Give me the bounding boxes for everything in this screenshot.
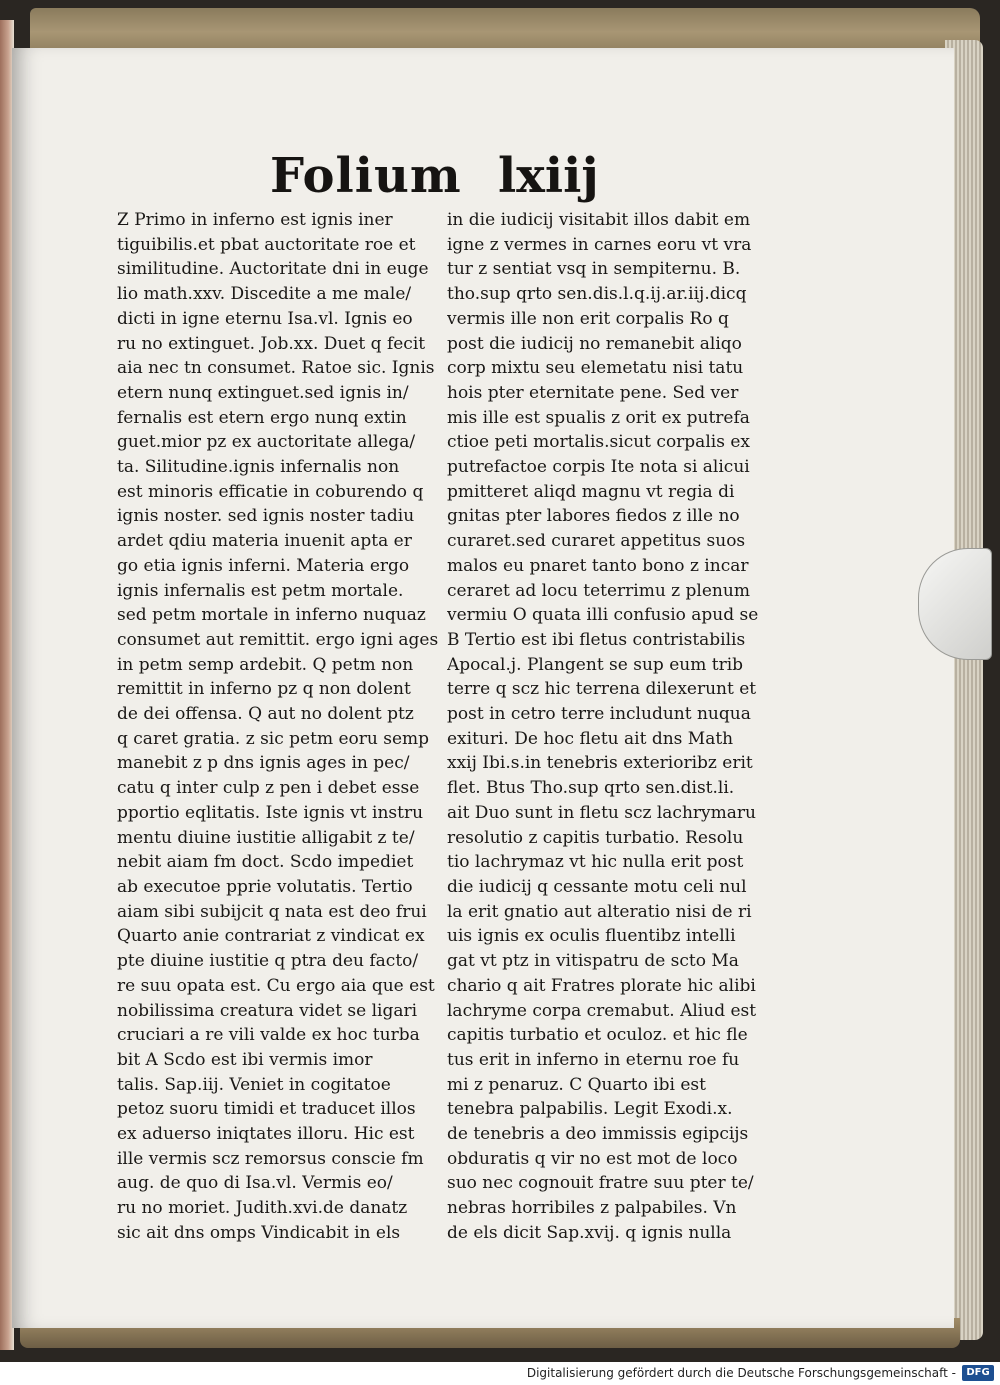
text-line: q caret gratia. z sic petm eoru semp — [117, 728, 430, 749]
text-line: consumet aut remittit. ergo igni ages — [117, 629, 439, 650]
text-line: ru no moriet. Judith.xvi.de danatz — [117, 1198, 408, 1219]
text-line: tus erit in inferno in eternu roe fu — [447, 1049, 740, 1070]
page-header — [12, 148, 954, 208]
text-line: gat vt ptz in vitispatru de scto Ma — [447, 951, 739, 972]
text-line: mi z penaruz. C Quarto ibi est — [447, 1074, 706, 1095]
text-line: vermiu O quata illi confusio apud se — [447, 605, 759, 626]
text-line: petoz suoru timidi et traducet illos — [117, 1099, 416, 1120]
text-line: vermis ille non erit corpalis Ro q — [447, 308, 729, 329]
text-line: etern nunq extinguet.sed ignis in/ — [117, 382, 409, 403]
text-line: ignis infernalis est petm mortale. — [117, 580, 404, 601]
text-line: similitudine. Auctoritate dni in euge — [117, 259, 429, 280]
text-line: pte diuine iustitie q ptra deu facto/ — [117, 951, 419, 972]
text-line: malos eu pnaret tanto bono z incar — [447, 555, 749, 576]
text-line: terre q scz hic terrena dilexerunt et — [447, 679, 757, 700]
text-line: est minoris efficatie in coburendo q — [117, 481, 424, 502]
text-line: tiguibilis.et pbat auctoritate roe et — [117, 234, 416, 255]
right-text-column — [447, 208, 769, 1246]
text-line: mentu diuine iustitie alligabit z te/ — [117, 827, 415, 848]
text-line: ab executoe pprie volutatis. Tertio — [117, 876, 413, 897]
text-line: post in cetro terre includunt nuqua — [447, 704, 751, 725]
text-line: bit A Scdo est ibi vermis imor — [117, 1049, 373, 1070]
text-line: ille vermis scz remorsus conscie fm — [117, 1148, 424, 1169]
text-line: suo nec cognouit fratre suu pter te/ — [447, 1173, 754, 1194]
text-line: re suu opata est. Cu ergo aia que est — [117, 975, 435, 996]
text-line: dicti in igne eternu Isa.vl. Ignis eo — [117, 308, 413, 329]
text-line: Apocal.j. Plangent se sup eum trib — [447, 654, 744, 675]
text-line: nebit aiam fm doct. Scdo impediet — [117, 852, 414, 873]
text-line: B Tertio est ibi fletus contristabilis — [447, 629, 746, 650]
text-line: cruciari a re vili valde ex hoc turba — [117, 1025, 420, 1046]
text-line: putrefactoe corpis Ite nota si alicui — [447, 457, 750, 478]
text-line: obduratis q vir no est mot de loco — [447, 1148, 738, 1169]
text-line: guet.mior pz ex auctoritate allega/ — [117, 432, 416, 453]
text-line: resolutio z capitis turbatio. Resolu — [447, 827, 744, 848]
text-line: de tenebris a deo immissis egipcijs — [447, 1124, 749, 1145]
text-line: post die iudicij no remanebit aliqo — [447, 333, 742, 354]
text-line: tur z sentiat vsq in sempiternu. B. — [447, 259, 741, 280]
text-line: ignis noster. sed ignis noster tadiu — [117, 506, 415, 527]
footer-credit: Digitalisierung gefördert durch die Deutsche Forschungsgemeinschaft - — [526, 1366, 956, 1380]
text-line: lio math.xxv. Discedite a me male/ — [117, 284, 412, 305]
footer-bar — [0, 1362, 1000, 1385]
text-line: mis ille est spualis z orit ex putrefa — [447, 407, 750, 428]
text-line: uis ignis ex oculis fluentibz intelli — [447, 926, 736, 947]
text-line: ru no extinguet. Job.xx. Duet q fecit — [117, 333, 426, 354]
text-line: exituri. De hoc fletu ait dns Math — [447, 728, 734, 749]
text-line: tenebra palpabilis. Legit Exodi.x. — [447, 1099, 733, 1120]
text-line: chario q ait Fratres plorate hic alibi — [447, 975, 756, 996]
text-line: la erit gnatio aut alteratio nisi de ri — [447, 901, 752, 922]
text-line: go etia ignis inferni. Materia ergo — [117, 555, 410, 576]
text-line: tho.sup qrto sen.dis.l.q.ij.ar.iij.dicq — [447, 284, 747, 305]
text-line: tio lachrymaz vt hic nulla erit post — [447, 852, 744, 873]
text-line: ait Duo sunt in fletu scz lachrymaru — [447, 802, 756, 823]
text-line: aiam sibi subijcit q nata est deo frui — [117, 901, 427, 922]
text-line: in die iudicij visitabit illos dabit em — [447, 210, 751, 230]
folio-number: lxiij — [498, 148, 599, 204]
text-line: curaret.sed curaret appetitus suos — [447, 531, 746, 552]
folio-word: Folium — [270, 148, 462, 204]
text-line: aia nec tn consumet. Ratoe sic. Ignis — [117, 358, 435, 379]
text-line: pportio eqlitatis. Iste ignis vt instru — [117, 802, 424, 823]
dfg-logo: DFG — [962, 1365, 994, 1381]
text-line: hois pter eternitate pene. Sed ver — [447, 382, 739, 403]
text-line: capitis turbatio et oculoz. et hic fle — [447, 1025, 748, 1046]
text-line: igne z vermes in carnes eoru vt vra — [447, 234, 752, 255]
text-line: nebras horribiles z palpabiles. Vn — [447, 1198, 737, 1219]
text-line: corp mixtu seu elemetatu nisi tatu — [447, 358, 744, 379]
text-line: ceraret ad locu teterrimu z plenum — [447, 580, 750, 601]
text-line: manebit z p dns ignis ages in pec/ — [117, 753, 410, 774]
text-line: in petm semp ardebit. Q petm non — [117, 654, 414, 675]
text-line: de els dicit Sap.xvij. q ignis nulla — [447, 1222, 732, 1243]
text-line: lachryme corpa cremabut. Aliud est — [447, 1000, 757, 1021]
show-through-text — [62, 1156, 762, 1216]
text-line: pmitteret aliqd magnu vt regia di — [447, 481, 735, 502]
text-line: Z Primo in inferno est ignis iner — [117, 210, 393, 230]
text-line: flet. Btus Tho.sup qrto sen.dist.li. — [447, 778, 735, 799]
text-line: sed petm mortale in inferno nuquaz — [117, 605, 426, 626]
text-line: remittit in inferno pz q non dolent — [117, 679, 411, 700]
text-line: ardet qdiu materia inuenit apta er — [117, 531, 412, 552]
text-line: de dei offensa. Q aut no dolent ptz — [117, 704, 414, 725]
text-line: fernalis est etern ergo nunq extin — [117, 407, 407, 428]
text-line: ex aduerso iniqtates illoru. Hic est — [117, 1124, 415, 1145]
text-line: ctioe peti mortalis.sicut corpalis ex — [447, 432, 750, 453]
text-line: gnitas pter labores fiedos z ille no — [447, 506, 740, 527]
text-line: aug. de quo di Isa.vl. Vermis eo/ — [117, 1173, 393, 1194]
text-line: talis. Sap.iij. Veniet in cogitatoe — [117, 1074, 391, 1095]
book-page — [12, 48, 954, 1328]
text-line: nobilissima creatura videt se ligari — [117, 1000, 418, 1021]
text-line: sic ait dns omps Vindicabit in els — [117, 1222, 401, 1243]
text-line: ta. Silitudine.ignis infernalis non — [117, 457, 400, 478]
text-line: catu q inter culp z pen i debet esse — [117, 778, 420, 799]
text-line: Quarto anie contrariat z vindicat ex — [117, 926, 425, 947]
text-line: die iudicij q cessante motu celi nul — [447, 876, 747, 897]
text-line: xxij Ibi.s.in tenebris exterioribz erit — [447, 753, 753, 774]
left-text-column — [117, 208, 439, 1246]
